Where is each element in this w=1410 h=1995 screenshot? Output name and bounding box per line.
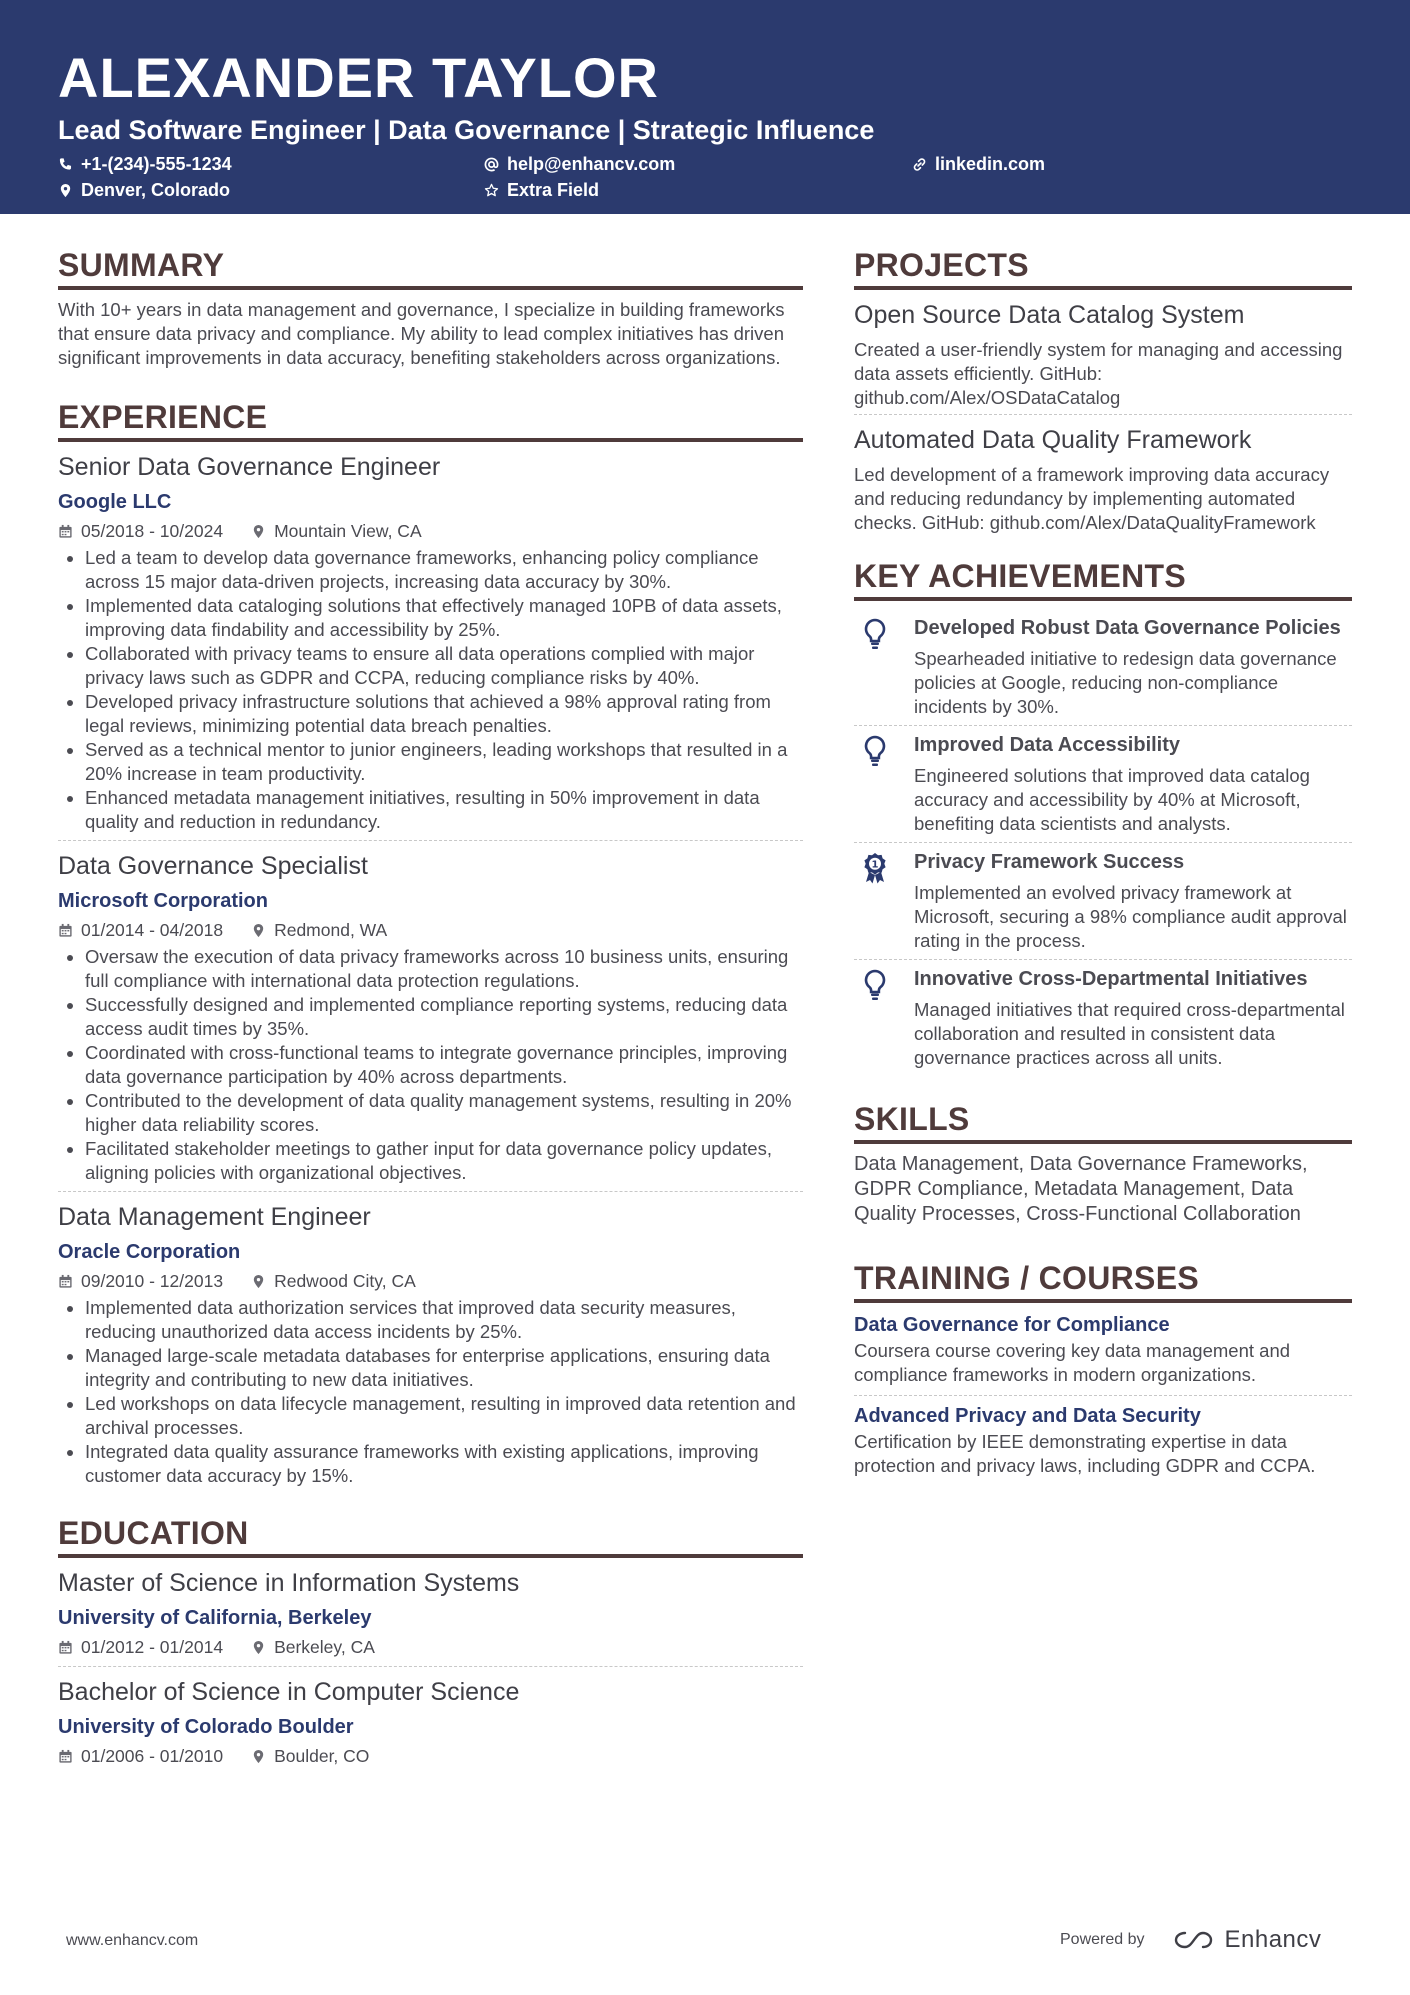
link-icon (912, 157, 927, 172)
bullet-item: Coordinated with cross-functional teams to integrate governance principles, improving data governance participation by 40% across departments. (58, 1041, 803, 1089)
extra-field-contact (484, 178, 599, 202)
bullet-item: Successfully designed and implemented compliance reporting systems, reducing data access audit times by 35%. (58, 993, 803, 1041)
summary-section (58, 244, 803, 370)
linkedin-contact[interactable] (912, 152, 1045, 176)
education-heading: EDUCATION (58, 1512, 803, 1558)
phone-icon (58, 157, 73, 172)
company-name: Oracle Corporation (58, 1241, 241, 1263)
phone-text: +1-(234)-555-1234 (81, 154, 232, 174)
experience-entry (58, 450, 803, 840)
project-entry (854, 414, 1352, 535)
job-meta (58, 518, 803, 544)
candidate-title: Lead Software Engineer | Data Governance | Strategic Influence (58, 115, 875, 145)
job-title: Senior Data Governance Engineer (58, 453, 441, 481)
lightbulb-icon (860, 617, 890, 651)
footer-website[interactable]: www.enhancv.com (66, 1932, 199, 1949)
achievement-title: Developed Robust Data Governance Policies (914, 617, 1341, 639)
achievement-title: Innovative Cross-Departmental Initiatives (914, 968, 1308, 990)
award-ribbon-icon (860, 851, 890, 885)
bullet-item: Collaborated with privacy teams to ensure all data operations complied with major privacy laws such as GDPR and CCPA, reducing compliance risks by 40%. (58, 642, 803, 690)
training-section (854, 1257, 1352, 1482)
job-bullets (58, 546, 803, 834)
achievements-section (854, 555, 1352, 1076)
job-location: Redwood City, CA (274, 1271, 416, 1291)
location-text: Denver, Colorado (81, 180, 231, 200)
education-meta (58, 1743, 803, 1769)
education-dates: 01/2012 - 01/2014 (81, 1637, 224, 1657)
skills-text: Data Management, Data Governance Frameworks, GDPR Compliance, Metadata Management, Data Quality Processes, Cross-Functional Collaboration (854, 1153, 1308, 1225)
achievement-title: Improved Data Accessibility (914, 734, 1181, 756)
lightbulb-icon (860, 968, 890, 1002)
education-entry (58, 1566, 803, 1666)
skills-heading: SKILLS (854, 1098, 1352, 1144)
lightbulb-icon (860, 734, 890, 768)
map-pin-icon (58, 183, 73, 198)
contact-info (58, 152, 1352, 212)
bullet-item: Led workshops on data lifecycle management, resulting in improved data retention and archival processes. (58, 1392, 803, 1440)
map-pin-icon (251, 1749, 266, 1764)
job-title: Data Governance Specialist (58, 852, 368, 880)
enhancv-logo[interactable] (1171, 1926, 1322, 1954)
projects-section (854, 244, 1352, 535)
training-heading: TRAINING / COURSES (854, 1257, 1352, 1303)
email-contact[interactable] (484, 152, 675, 176)
achievement-entry (854, 842, 1352, 959)
calendar-icon (58, 1640, 73, 1655)
calendar-icon (58, 1749, 73, 1764)
achievement-entry (854, 609, 1352, 725)
job-location: Mountain View, CA (274, 521, 422, 541)
candidate-name: ALEXANDER TAYLOR (58, 46, 659, 109)
linkedin-text[interactable]: linkedin.com (935, 154, 1046, 174)
project-title: Open Source Data Catalog System (854, 301, 1245, 329)
company-name: Microsoft Corporation (58, 890, 268, 912)
achievement-description: Implemented an evolved privacy framework at Microsoft, securing a 98% compliance audit approval rating in the process. (914, 882, 1347, 951)
job-meta (58, 1268, 803, 1294)
education-entry (58, 1666, 803, 1775)
at-sign-icon (484, 157, 499, 172)
email-text[interactable]: help@enhancv.com (507, 154, 676, 174)
bullet-item: Oversaw the execution of data privacy frameworks across 10 business units, ensuring full compliance with international data protection regulations. (58, 945, 803, 993)
bullet-item: Implemented data authorization services that improved data security measures, reducing unauthorized data access incidents by 25%. (58, 1296, 803, 1344)
job-dates: 09/2010 - 12/2013 (81, 1271, 224, 1291)
location-contact (58, 178, 230, 202)
achievements-heading: KEY ACHIEVEMENTS (854, 555, 1352, 601)
project-description: Created a user-friendly system for managing and accessing data assets efficiently. GitHub: github.com/Alex/OSDataCatalog (854, 339, 1343, 408)
achievement-title: Privacy Framework Success (914, 851, 1185, 873)
project-entry (854, 298, 1352, 410)
calendar-icon (58, 1274, 73, 1289)
bullet-item: Enhanced metadata management initiatives, resulting in 50% improvement in data quality and reduction in redundancy. (58, 786, 803, 834)
achievement-description: Spearheaded initiative to redesign data governance policies at Google, reducing non-compliance incidents by 30%. (914, 648, 1337, 717)
experience-section (58, 396, 803, 1494)
job-dates: 05/2018 - 10/2024 (81, 521, 224, 541)
education-location: Boulder, CO (274, 1746, 370, 1766)
education-dates: 01/2006 - 01/2010 (81, 1746, 224, 1766)
bullet-item: Managed large-scale metadata databases for enterprise applications, ensuring data integrity and contributing to new data initiatives. (58, 1344, 803, 1392)
achievement-description: Engineered solutions that improved data catalog accuracy and accessibility by 40% at Microsoft, benefiting data scientists and analysts. (914, 765, 1310, 834)
projects-heading: PROJECTS (854, 244, 1352, 290)
job-title: Data Management Engineer (58, 1203, 371, 1231)
map-pin-icon (251, 1640, 266, 1655)
footer-branding (1060, 1926, 1321, 1954)
brand-name: Enhancv (1224, 1926, 1322, 1953)
experience-entry (58, 1191, 803, 1494)
degree-title: Master of Science in Information Systems (58, 1569, 520, 1597)
svg-text:1: 1 (871, 859, 879, 871)
education-meta (58, 1634, 803, 1660)
bullet-item: Facilitated stakeholder meetings to gather input for data governance policy updates, aligning policies with organizational objectives. (58, 1137, 803, 1185)
enhancv-logo-icon (1171, 1928, 1217, 1952)
experience-heading: EXPERIENCE (58, 396, 803, 442)
bullet-item: Developed privacy infrastructure solutions that achieved a 98% approval rating from legal reviews, minimizing potential data breach penalties. (58, 690, 803, 738)
achievement-entry (854, 725, 1352, 842)
summary-text: With 10+ years in data management and governance, I specialize in building frameworks that ensure data privacy and compliance. My ability to lead complex initiatives has driven significant improvements in data accuracy, benefiting stakeholders across organizations. (58, 299, 785, 368)
course-title: Advanced Privacy and Data Security (854, 1405, 1201, 1427)
map-pin-icon (251, 1274, 266, 1289)
school-name: University of California, Berkeley (58, 1607, 372, 1629)
calendar-icon (58, 923, 73, 938)
degree-title: Bachelor of Science in Computer Science (58, 1678, 520, 1706)
bullet-item: Contributed to the development of data quality management systems, resulting in 20% higher data reliability scores. (58, 1089, 803, 1137)
job-bullets (58, 945, 803, 1185)
company-name: Google LLC (58, 491, 172, 513)
course-entry (854, 1395, 1352, 1482)
map-pin-icon (251, 923, 266, 938)
experience-entry (58, 840, 803, 1191)
phone-contact (58, 152, 232, 176)
course-description: Coursera course covering key data management and compliance frameworks in modern organizations. (854, 1340, 1291, 1385)
course-description: Certification by IEEE demonstrating expertise in data protection and privacy laws, including GDPR and CCPA. (854, 1431, 1316, 1476)
course-entry (854, 1311, 1352, 1391)
school-name: University of Colorado Boulder (58, 1716, 354, 1738)
course-title: Data Governance for Compliance (854, 1314, 1170, 1336)
job-bullets (58, 1296, 803, 1488)
map-pin-icon (251, 524, 266, 539)
summary-heading: SUMMARY (58, 244, 803, 290)
project-description: Led development of a framework improving data accuracy and reducing redundancy by implementing automated checks. GitHub: github.com/Alex/DataQualityFramework (854, 464, 1330, 533)
education-location: Berkeley, CA (274, 1637, 375, 1657)
extra-field-text: Extra Field (507, 180, 600, 200)
achievement-description: Managed initiatives that required cross-departmental collaboration and resulted in consistent data governance practices across all units. (914, 999, 1345, 1068)
bullet-item: Implemented data cataloging solutions that effectively managed 10PB of data assets, improving data findability and accessibility by 25%. (58, 594, 803, 642)
right-column (854, 244, 1352, 1508)
achievement-entry (854, 959, 1352, 1076)
skills-section (854, 1098, 1352, 1227)
bullet-item: Served as a technical mentor to junior engineers, leading workshops that resulted in a 20% increase in team productivity. (58, 738, 803, 786)
bullet-item: Led a team to develop data governance frameworks, enhancing policy compliance across 15 major data-driven projects, increasing data accuracy by 30%. (58, 546, 803, 594)
education-section (58, 1512, 803, 1775)
star-icon (484, 183, 499, 198)
project-title: Automated Data Quality Framework (854, 426, 1252, 454)
left-column (58, 244, 803, 1801)
job-location: Redmond, WA (274, 920, 388, 940)
powered-by-label: Powered by (1060, 1931, 1145, 1948)
resume-header (0, 0, 1410, 214)
calendar-icon (58, 524, 73, 539)
job-meta (58, 917, 803, 943)
bullet-item: Integrated data quality assurance frameworks with existing applications, improving customer data accuracy by 15%. (58, 1440, 803, 1488)
job-dates: 01/2014 - 04/2018 (81, 920, 224, 940)
